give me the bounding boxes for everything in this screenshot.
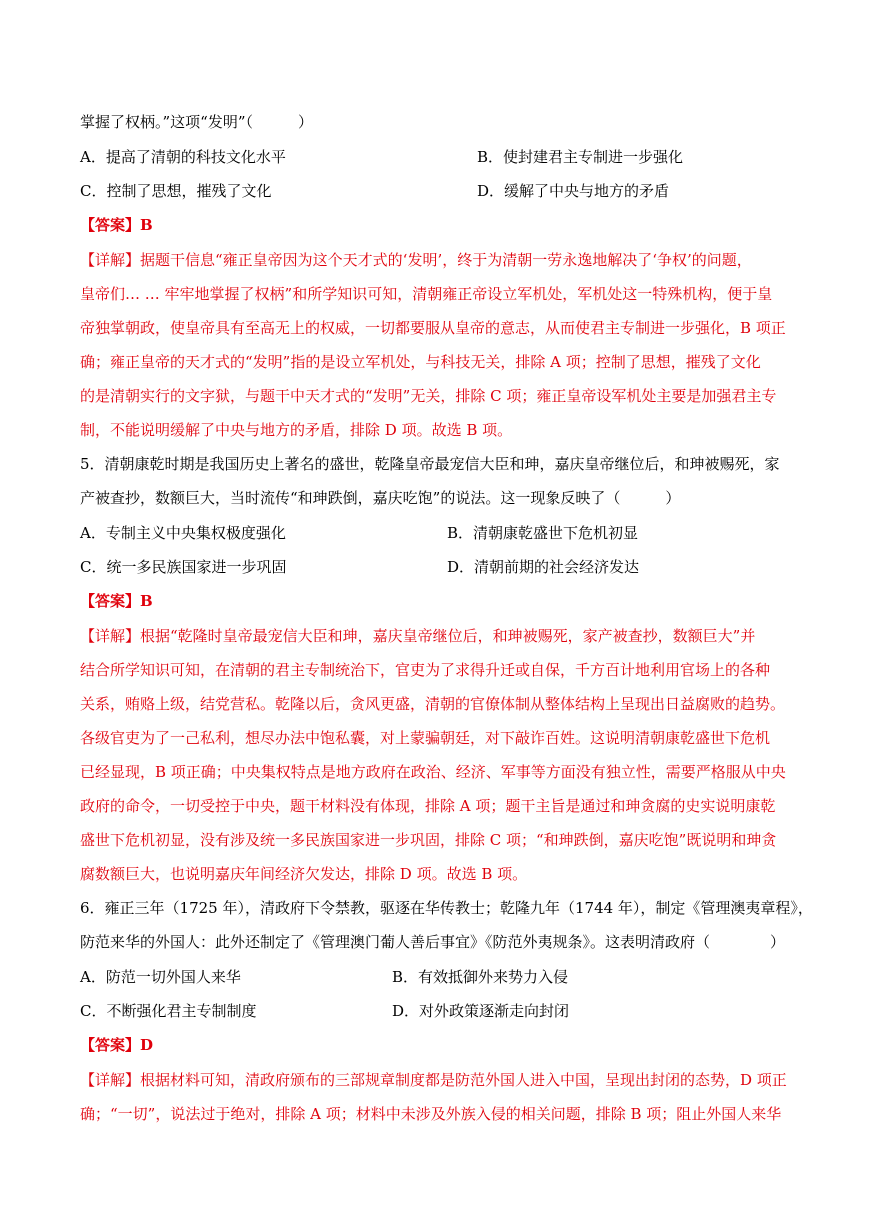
q6-explanation-line: 确；“一切”，说法过于绝对，排除 A 项；材料中未涉及外族入侵的相关问题，排除 B 项；阻止外国人来华 [80, 1105, 782, 1123]
q6-option-d: D．对外政策逐渐走向封闭 [392, 1002, 570, 1020]
q5-stem-line: 5．清朝康乾时期是我国历史上著名的盛世，乾隆皇帝最宠信大臣和珅，嘉庆皇帝继位后，和珅被赐死，家 [80, 455, 780, 473]
q5-explanation-line: 关系，贿赂上级，结党营私。乾隆以后，贪风更盛，清朝的官僚体制从整体结构上呈现出日益腐败的趋势。 [80, 695, 786, 713]
q4-explanation-line: 确；雍正皇帝的天才式的“发明”指的是设立军机处，与科技无关，排除 A 项；控制了思想，摧残了文化 [80, 353, 761, 371]
q5-explanation-line: 政府的命令，一切受控于中央，题干材料没有体现，排除 A 项；题干主旨是通过和珅贪腐的史实说明康乾 [80, 797, 776, 815]
q6-option-b: B．有效抵御外来势力入侵 [392, 968, 569, 986]
q5-option-b: B．清朝康乾盛世下危机初显 [447, 524, 639, 542]
q5-option-c: C．统一多民族国家进一步巩固 [80, 558, 287, 576]
q5-explanation-line: 已经显现，B 项正确；中央集权特点是地方政府在政治、经济、军事等方面没有独立性，需要严格服从中央 [80, 763, 786, 781]
q4-option-d: D．缓解了中央与地方的矛盾 [477, 182, 670, 200]
q4-explanation-line: 帝独掌朝政，使皇帝具有至高无上的权威，一切都要服从皇帝的意志，从而使君主专制进一步强化，B 项正 [80, 319, 786, 337]
q4-explanation-line: 制，不能说明缓解了中央与地方的矛盾，排除 D 项。故选 B 项。 [80, 421, 513, 439]
q4-stem-tail: 掌握了权柄。”这项“发明”（ ） [80, 113, 314, 131]
q5-explanation-line: 【详解】根据“乾隆时皇帝最宠信大臣和珅，嘉庆皇帝继位后，和珅被赐死，家产被查抄，数额巨大”并 [80, 627, 756, 645]
q6-stem-line: 防范来华的外国人：此外还制定了《管理澳门葡人善后事宜》《防范外夷规条》。这表明清政府（ ） [80, 933, 786, 951]
q6-option-a: A．防范一切外国人来华 [80, 968, 241, 986]
q4-option-c: C．控制了思想，摧残了文化 [80, 182, 272, 200]
q6-option-c: C．不断强化君主专制制度 [80, 1002, 257, 1020]
q6-answer: 【答案】D [80, 1036, 154, 1054]
q5-explanation-line: 结合所学知识可知，在清朝的君主专制统治下，官吏为了求得升迁或自保，千方百计地利用官场上的各种 [80, 661, 771, 679]
q4-explanation-line: 皇帝们… … 牢牢地掌握了权柄”和所学知识可知，清朝雍正帝设立军机处，军机处这一特殊机构，便于皇 [80, 285, 773, 303]
q4-explanation-line: 的是清朝实行的文字狱，与题干中天才式的“发明”无关，排除 C 项；雍正皇帝设军机处主要是加强君主专 [80, 387, 777, 405]
q4-option-a: A．提高了清朝的科技文化水平 [80, 148, 286, 166]
q6-stem-line: 6．雍正三年（1725 年），清政府下令禁教，驱逐在华传教士；乾隆九年（1744 年），制定《管理澳夷章程》， [80, 899, 813, 917]
q5-explanation-line: 各级官吏为了一己私利，想尽办法中饱私囊，对上蒙骗朝廷，对下敲诈百姓。这说明清朝康乾盛世下危机 [80, 729, 771, 747]
q5-option-a: A．专制主义中央集权极度强化 [80, 524, 286, 542]
q4-explanation-line: 【详解】据题干信息“雍正皇帝因为这个天才式的‘发明’，终于为清朝一劳永逸地解决了‘争权’的问题， [80, 251, 752, 269]
q6-explanation-line: 【详解】根据材料可知，清政府颁布的三部规章制度都是防范外国人进入中国，呈现出封闭的态势，D 项正 [80, 1071, 787, 1089]
q5-stem-line: 产被查抄，数额巨大，当时流传“和珅跌倒，嘉庆吃饱”的说法。这一现象反映了（ ） [80, 489, 681, 507]
q5-explanation-line: 腐数额巨大，也说明嘉庆年间经济欠发达，排除 D 项。故选 B 项。 [80, 865, 528, 883]
q5-option-d: D．清朝前期的社会经济发达 [447, 558, 640, 576]
q4-option-b: B．使封建君主专制进一步强化 [477, 148, 684, 166]
q5-explanation-line: 盛世下危机初显，没有涉及统一多民族国家进一步巩固，排除 C 项；“和珅跌倒，嘉庆吃饱”既说明和珅贪 [80, 831, 777, 849]
q5-answer: 【答案】B [80, 592, 153, 610]
q4-answer: 【答案】B [80, 216, 153, 234]
